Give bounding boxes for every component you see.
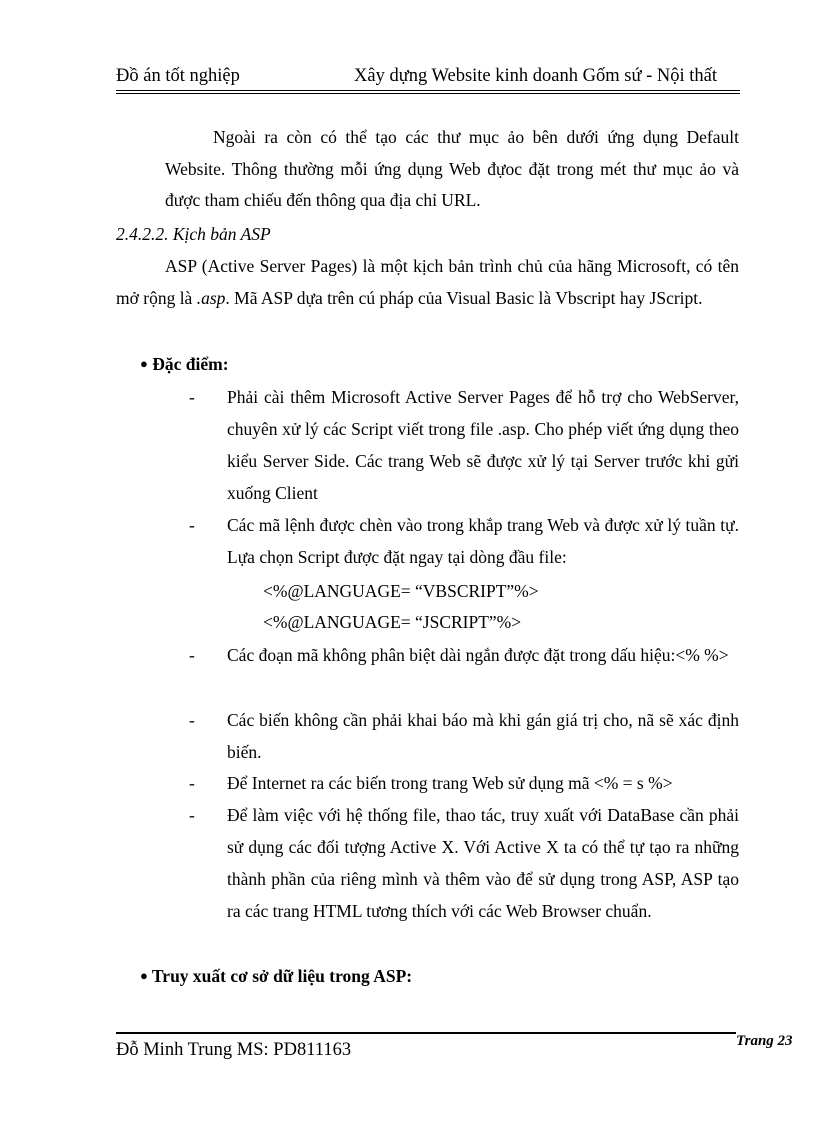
db-bullet (140, 966, 412, 987)
code-line-jscript: <%@LANGUAGE= “JSCRIPT”%> (263, 612, 522, 632)
list-item: Các đoạn mã không phân biệt dài ngắn được đặt trong dấu hiệu:<% %> (227, 645, 729, 665)
bullet-dot-icon: ● (140, 356, 148, 371)
header-rule-top (116, 90, 740, 91)
db-heading: Truy xuất cơ sở dữ liệu trong ASP: (151, 966, 413, 986)
asp-para-after: . Mã ASP dựa trên cú pháp của Visual Basic là Vbscript hay JScript. (225, 287, 703, 308)
header-title-left: Đồ án tốt nghiệp (116, 66, 240, 86)
list-item: Để Internet ra các biến trong trang Web sử dụng mã <% = s %> (227, 773, 673, 793)
asp-para-before: ASP (Active Server Pages) là một kịch bản trình chủ của hãng Microsoft, có tên mở rộng là (116, 256, 739, 308)
list-dash: - (189, 645, 195, 665)
features-heading: Đặc điểm: (152, 354, 229, 374)
intro-paragraph: Ngoài ra còn có thể tạo các thư mục ảo bên dưới ứng dụng Default Website. Thông thường mỗi ứng dụng Web đựoc đặt trong mét thư mục ảo và được tham chiếu đến thông qua địa chỉ URL. (165, 127, 739, 210)
footer-rule (116, 1032, 736, 1034)
list-item: Các biến không cần phải khai báo mà khi gán giá trị cho, nã sẽ xác định biến. (227, 710, 739, 762)
section-heading: 2.4.2.2. Kịch bản ASP (116, 224, 271, 244)
header-title-right: Xây dựng Website kinh doanh Gốm sứ - Nội thất (354, 66, 717, 86)
list-item: Phải cài thêm Microsoft Active Server Pages để hỗ trợ cho WebServer, chuyên xử lý các Script viết trong file .asp. Cho phép viết ứng dụng theo kiểu Server Side. Các trang Web sẽ được xử lý tại Server trước khi gửi xuống Client (227, 387, 739, 503)
list-dash: - (189, 515, 195, 535)
code-line-vbscript: <%@LANGUAGE= “VBSCRIPT”%> (263, 581, 539, 601)
list-dash: - (189, 773, 195, 793)
features-bullet (140, 354, 229, 375)
asp-paragraph (116, 251, 739, 314)
list-dash: - (189, 710, 195, 730)
footer-author: Đỗ Minh Trung MS: PD811163 (116, 1040, 352, 1060)
list-dash: - (189, 387, 195, 407)
bullet-dot-icon: ● (140, 968, 148, 983)
footer-page-number: Trang 23 (736, 1033, 793, 1049)
list-dash: - (189, 805, 195, 825)
list-item: Để làm việc với hệ thống file, thao tác, truy xuất với DataBase cần phải sử dụng các đối tượng Active X. Với Active X ta có thể tự tạo ra những thành phần của riêng mình và thêm vào để sử dụng trong ASP, ASP tạo ra các trang HTML tương thích với các Web Browser chuẩn. (227, 805, 739, 921)
list-item: Các mã lệnh được chèn vào trong khắp trang Web và được xử lý tuần tự. Lựa chọn Script được đặt ngay tại dòng đầu file: (227, 515, 739, 567)
asp-extension: .asp (196, 287, 226, 308)
header-rule-bottom (116, 93, 740, 94)
